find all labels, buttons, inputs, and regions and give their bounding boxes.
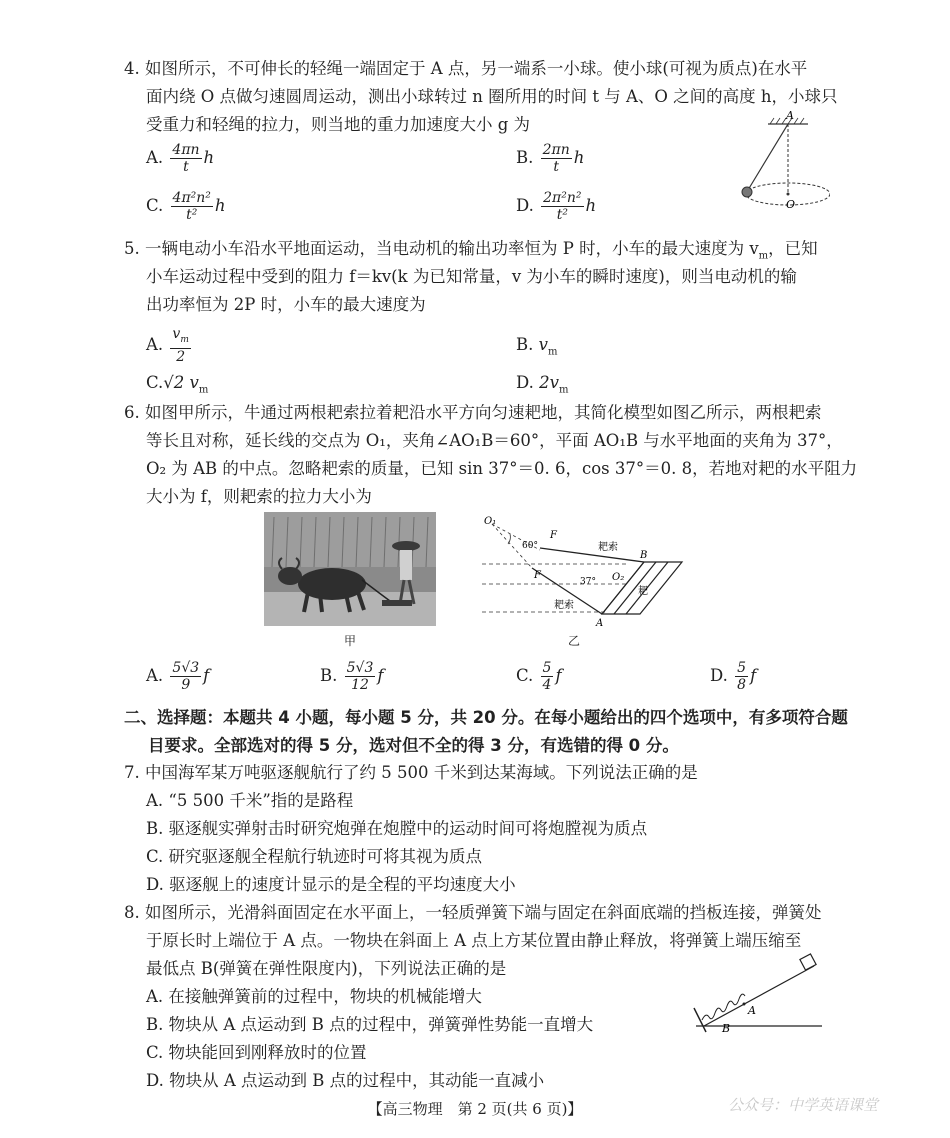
label-a: A <box>748 1004 756 1017</box>
q4-line-3: 受重力和轻绳的拉力，则当地的重力加速度大小 g 为 <box>146 115 531 134</box>
q5-line-2: 小车运动过程中受到的阻力 f＝kv(k 为已知常量，v 为小车的瞬时速度)，则当电动机的输 <box>146 267 797 286</box>
point-a-label: A <box>786 110 794 122</box>
label-o2: O₂ <box>612 572 625 583</box>
watermark: 公众号：中学英语课堂 <box>728 1096 879 1114</box>
q8-line-3: 最低点 B(弹簧在弹性限度内)，下列说法正确的是 <box>146 959 507 978</box>
point-a-dot <box>743 1003 746 1006</box>
q5-option-c: C.√2 $v_m$ <box>146 373 209 396</box>
label-rake: 耙 <box>638 586 648 597</box>
q8-option-d: D. 物块从 A 点运动到 B 点的过程中，其动能一直减小 <box>146 1071 545 1090</box>
q8-line-1: 8. 如图所示，光滑斜面固定在水平面上，一轻质弹簧下端与固定在斜面底端的挡板连接，弹簧处 <box>124 903 822 922</box>
q6-option-c: C. $\frac{5}{4}$ f <box>516 660 562 693</box>
q4-option-c: C. $\frac{\text{4π²n²}}{\text{t²}}$ h <box>146 190 226 223</box>
label-b: B <box>640 550 648 561</box>
q6-line-2: 等长且对称，延长线的交点为 O₁，夹角∠AO₁B＝60°，平面 AO₁B 与水平地面的夹角为 37°， <box>146 431 843 450</box>
caption-jia: 甲 <box>344 634 357 648</box>
q7-option-b: B. 驱逐舰实弹射击时研究炮弹在炮膛中的运动时间可将炮膛视为质点 <box>146 819 648 838</box>
q7-option-c: C. 研究驱逐舰全程航行轨迹时可将其视为质点 <box>146 847 483 866</box>
q6-line-3: O₂ 为 AB 的中点。忽略耙索的质量，已知 sin 37°＝0. 6，cos 37°＝0. 8，若地对耙的水平阻力 <box>146 459 858 478</box>
farmer-body <box>400 550 412 580</box>
q4-line-1: 4. 如图所示，不可伸长的轻绳一端固定于 A 点，另一端系一小球。使小球(可视为质点)在水平 <box>124 59 808 78</box>
section-2-heading-line-1: 二、选择题：本题共 4 小题，每小题 5 分，共 20 分。在每小题给出的四个选项中，有多项符合题 <box>124 708 848 727</box>
q4-line-2: 面内绕 O 点做匀速圆周运动，测出小球转过 n 圈所用的时间 t 与 A、O 之间的高度 h，小球只 <box>146 87 838 106</box>
q8-option-a: A. 在接触弹簧前的过程中，物块的机械能增大 <box>146 987 482 1006</box>
point-o-label: O <box>786 198 796 211</box>
ox-head <box>278 567 302 585</box>
label-f-bottom: F <box>534 570 541 581</box>
rope-b <box>540 548 644 562</box>
center-o-dot <box>787 193 790 196</box>
label-b: B <box>722 1022 731 1035</box>
q5-option-b: B. $v_m$ <box>516 335 558 358</box>
incline-surface <box>704 966 814 1026</box>
label-rope-top: 耙索 <box>598 542 618 553</box>
q6-option-d: D. $\frac{5}{8}$ f <box>710 660 757 693</box>
q6-option-b: B. $\frac{5√3}{12}$ f <box>320 660 384 693</box>
q8-line-2: 于原长时上端位于 A 点。一物块在斜面上 A 点上方某位置由静止释放，将弹簧上端压缩至 <box>146 931 802 950</box>
section-2-heading-line-2: 目要求。全部选对的得 5 分，选对但不全的得 3 分，有选错的得 0 分。 <box>148 736 679 755</box>
ball <box>742 187 752 197</box>
label-angle-60: 60° <box>522 541 538 551</box>
caption-yi: 乙 <box>568 634 581 648</box>
q6-line-4: 大小为 f，则耙索的拉力大小为 <box>146 487 372 506</box>
rope <box>748 124 788 190</box>
q7-stem: 7. 中国海军某万吨驱逐舰航行了约 5 500 千米到达某海域。下列说法正确的是 <box>124 763 698 782</box>
label-o1: O₁ <box>484 516 497 527</box>
label-f-top: F <box>550 530 557 541</box>
q5-option-d: D. $2v_m$ <box>516 373 569 396</box>
label-angle-37: 37° <box>580 577 596 587</box>
q8-option-b: B. 物块从 A 点运动到 B 点的过程中，弹簧弹性势能一直增大 <box>146 1015 594 1034</box>
q8-option-c: C. 物块能回到刚释放时的位置 <box>146 1043 367 1062</box>
q6-option-a: A. $\frac{5√3}{9}$ f <box>146 660 210 693</box>
conical-pendulum-figure <box>730 110 830 220</box>
q6-line-1: 6. 如图甲所示，牛通过两根耙索拉着耙沿水平方向匀速耙地，其简化模型如图乙所示，两根耙索 <box>124 403 822 422</box>
q4-option-b: B. $\frac{2\pi n}{t}$ h <box>516 142 585 175</box>
label-a: A <box>596 618 604 629</box>
rake <box>382 600 412 606</box>
block <box>800 954 816 970</box>
farmer-hat <box>392 541 420 551</box>
incline-spring-figure <box>686 952 826 1036</box>
q5-line-1: 5. 一辆电动小车沿水平地面运动，当电动机的输出功率恒为 P 时，小车的最大速度为 $v_m$，已知 <box>124 239 818 262</box>
ox-plowing-photo <box>264 512 436 626</box>
q7-option-d: D. 驱逐舰上的速度计显示的是全程的平均速度大小 <box>146 875 516 894</box>
q5-line-3: 出功率恒为 2P 时，小车的最大速度为 <box>146 295 426 314</box>
q7-option-a: A. “5 500 千米”指的是路程 <box>146 791 354 810</box>
page-footer: 【高三物理 第 2 页(共 6 页)】 <box>367 1100 583 1118</box>
baffle-plate <box>694 1008 706 1032</box>
q4-option-a: A. $\frac{4\pi n}{t}$ h <box>146 142 215 175</box>
q5-option-a: A. $\frac{v_m}{2}$ <box>146 326 189 365</box>
label-rope-bottom: 耙索 <box>554 600 574 611</box>
rake-model-diagram <box>478 512 688 630</box>
q4-option-d: D. $\frac{\text{2π²n²}}{\text{t²}}$ h <box>516 190 597 223</box>
